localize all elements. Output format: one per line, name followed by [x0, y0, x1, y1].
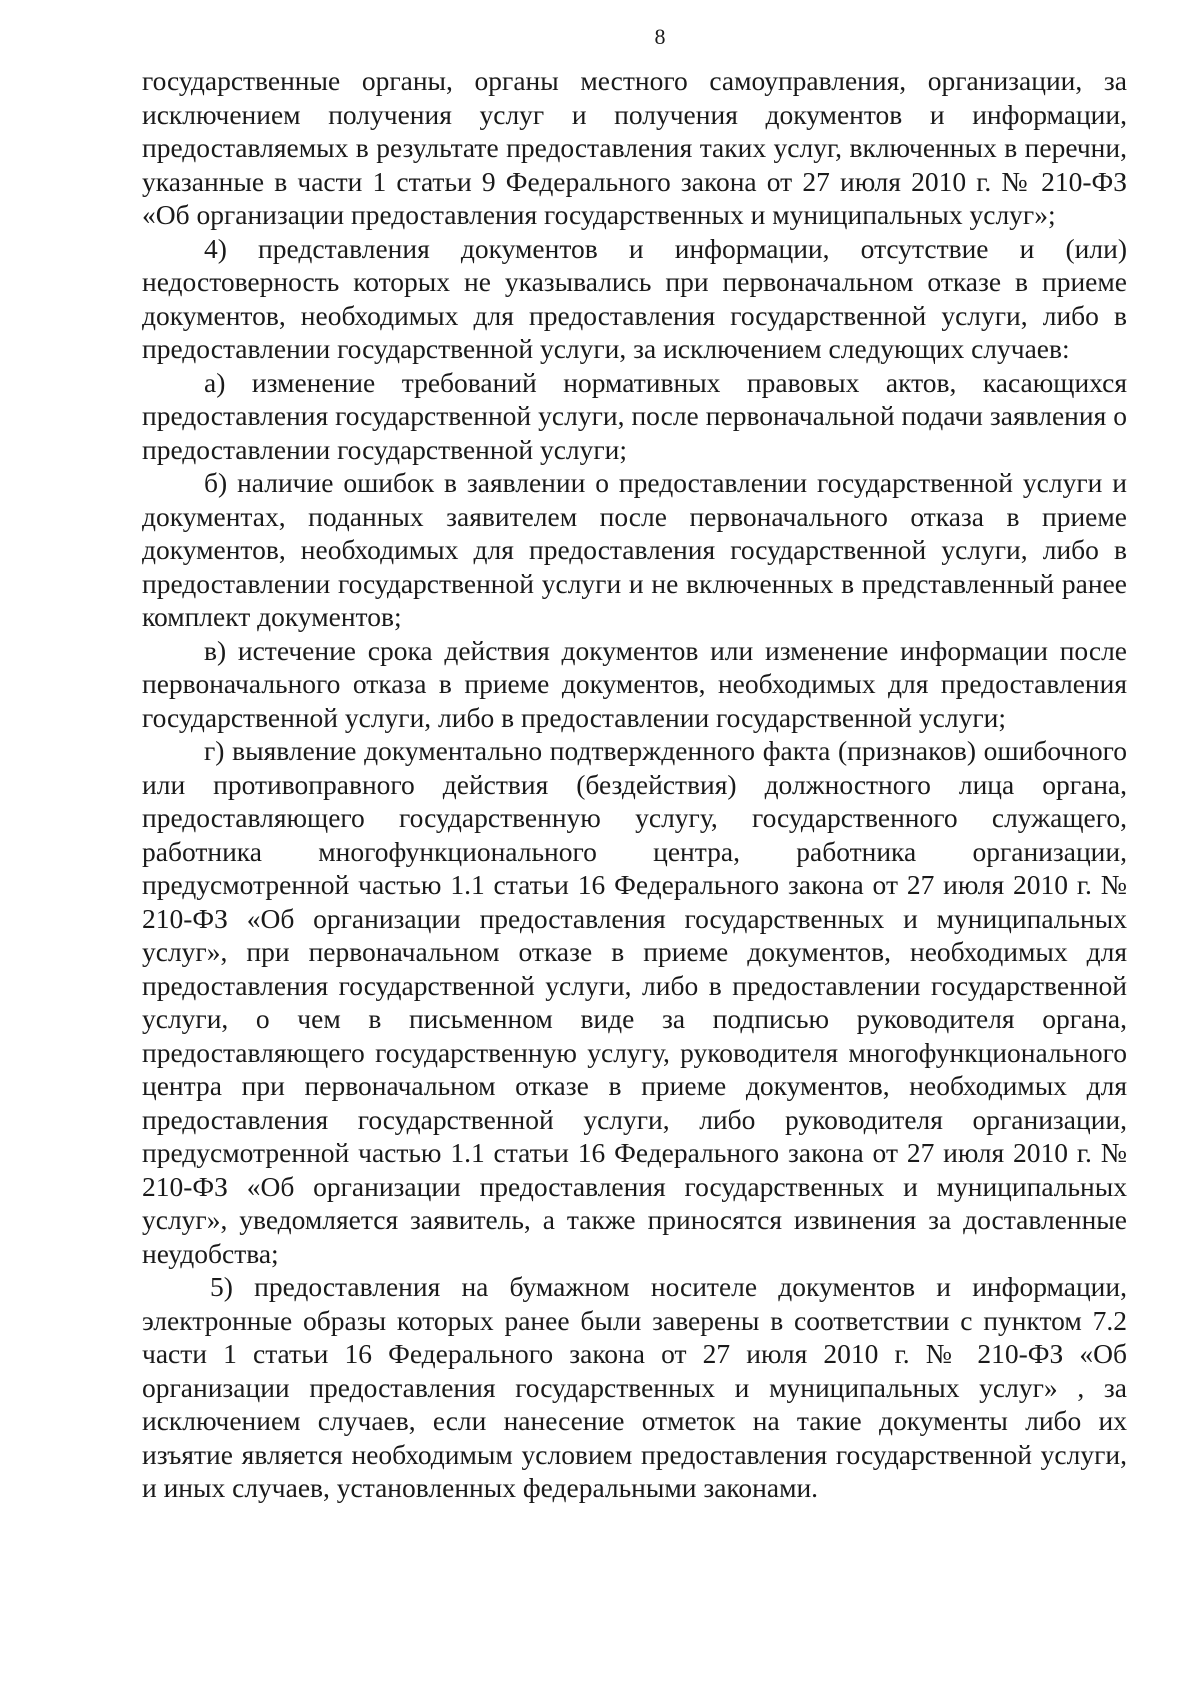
document-body [142, 64, 1127, 1505]
paragraph-item-5: 5) предоставления на бумажном носителе документов и информации, электронные образы которых ранее были заверены в соответствии с пунктом 7.2 части 1 статьи 16 Федерального закона от 27 июля 2010 г. № 210-ФЗ «Об организации предоставления государственных и муниципальных услуг» , за исключением случаев, если нанесение отметок на такие документы либо их изъятие является необходимым условием предоставления государственной услуги, и иных случаев, установленных федеральными законами. [142, 1271, 1127, 1503]
paragraph-item-4a: а) изменение требований нормативных правовых актов, касающихся предоставления государственной услуги, после первоначальной подачи заявления о предоставлении государственной услуги; [142, 366, 1127, 465]
paragraph-item-4v: в) истечение срока действия документов или изменение информации после первоначального отказа в приеме документов, необходимых для предоставления государственной услуги, либо в предоставлении государственной услуги; [142, 634, 1127, 733]
page-number: 8 [654, 24, 666, 49]
paragraph-item-4b: б) наличие ошибок в заявлении о предоставлении государственной услуги и документах, поданных заявителем после первоначального отказа в приеме документов, необходимых для предоставления государственной услуги, либо в предоставлении государственной услуги и не включенных в представленный ранее комплект документов; [142, 467, 1127, 632]
paragraph-continuation: государственные органы, органы местного самоуправления, организации, за исключением получения услуг и получения документов и информации, предоставляемых в результате предоставления таких услуг, включенных в перечни, указанные в части 1 статьи 9 Федерального закона от 27 июля 2010 г. № 210-ФЗ «Об организации предоставления государственных и муниципальных услуг»; [142, 65, 1127, 230]
paragraph-item-4: 4) представления документов и информации, отсутствие и (или) недостоверность которых не указывались при первоначальном отказе в приеме документов, необходимых для предоставления государственной услуги, либо в предоставлении государственной услуги, за исключением следующих случаев: [142, 232, 1127, 364]
paragraph-item-4g: г) выявление документально подтвержденного факта (признаков) ошибочного или противоправного действия (бездействия) должностного лица органа, предоставляющего государственную услугу, государственного служащего, работника многофункционального центра, работника организации, предусмотренной частью 1.1 статьи 16 Федерального закона от 27 июля 2010 г. № 210-ФЗ «Об организации предоставления государственных и муниципальных услуг», при первоначальном отказе в приеме документов, необходимых для предоставления государственной услуги, либо в предоставлении государственной услуги, о чем в письменном виде за подписью руководителя органа, предоставляющего государственную услугу, руководителя многофункционального центра при первоначальном отказе в приеме документов, необходимых для предоставления государственной услуги, либо руководителя организации, предусмотренной частью 1.1 статьи 16 Федерального закона от 27 июля 2010 г. № 210-ФЗ «Об организации предоставления государственных и муниципальных услуг», уведомляется заявитель, а также приносятся извинения за доставленные неудобства; [142, 735, 1127, 1269]
